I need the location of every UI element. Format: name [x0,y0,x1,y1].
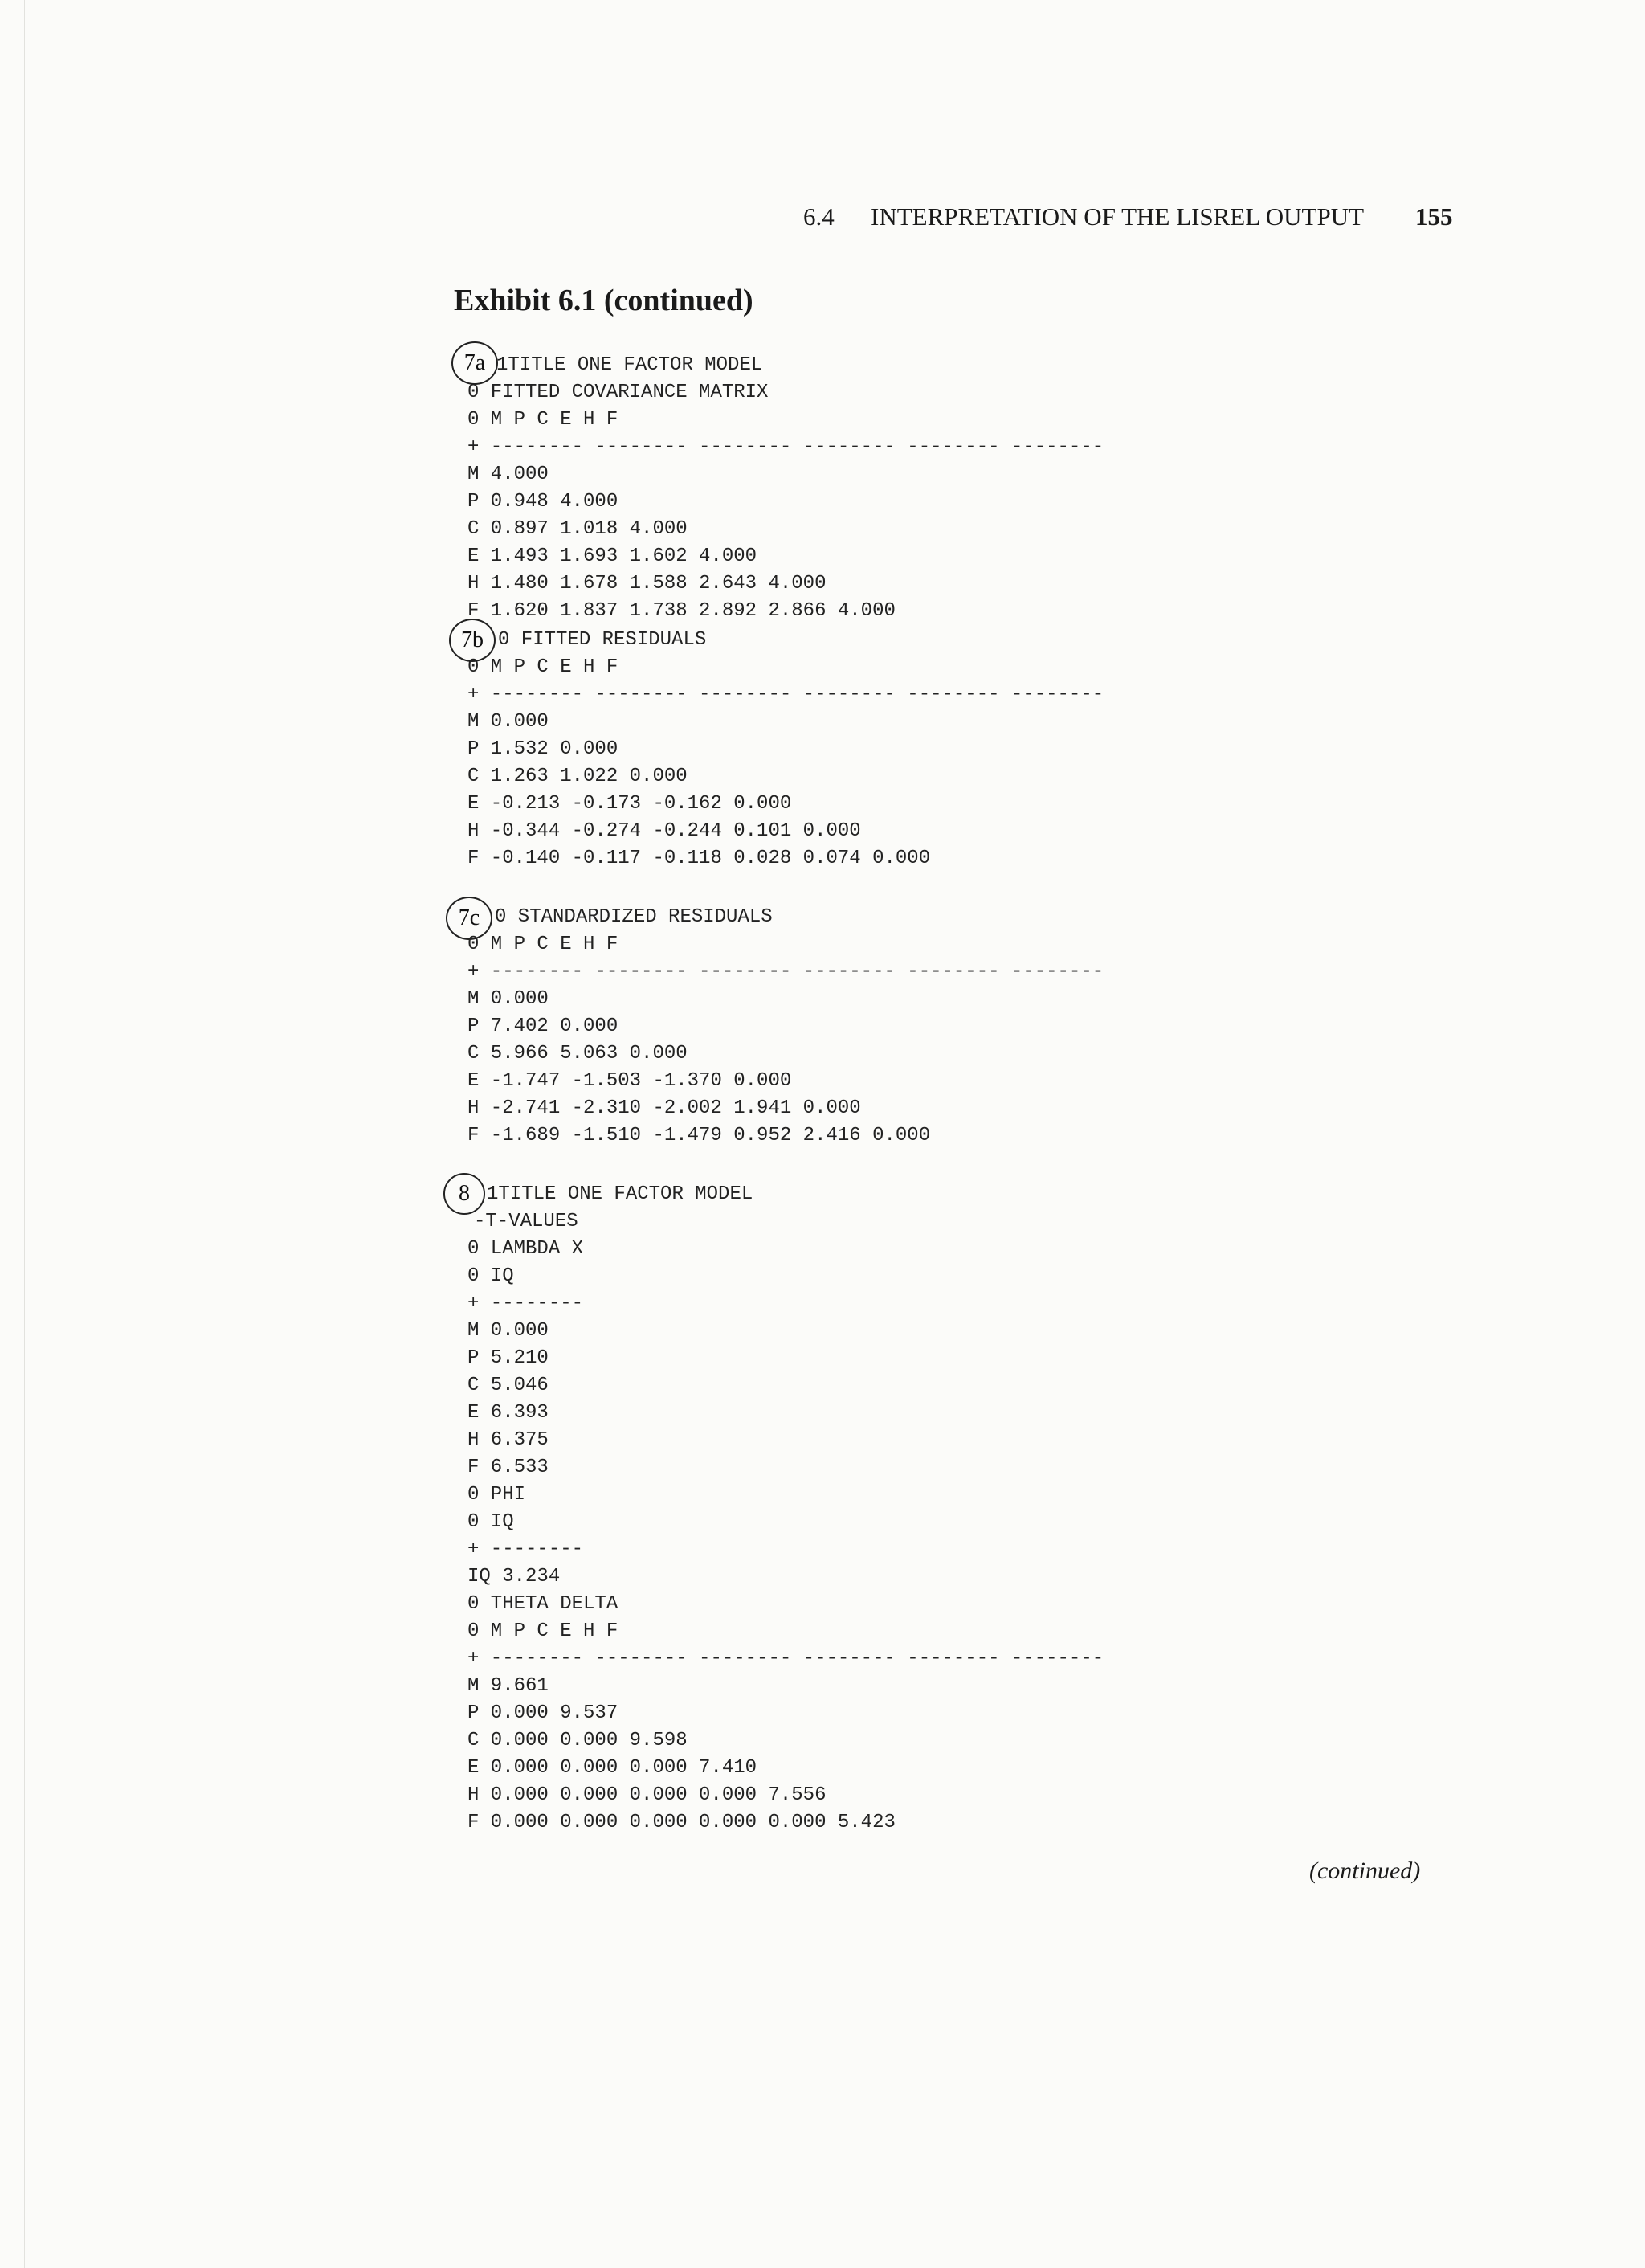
output-line: M 0.000 [467,711,549,733]
output-line: E 1.493 1.693 1.602 4.000 [467,546,757,567]
output-line: + -------- [467,1293,584,1314]
output-line: C 5.046 [467,1375,549,1396]
output-line: E -1.747 -1.503 -1.370 0.000 [467,1070,792,1092]
output-line: P 7.402 0.000 [467,1015,618,1037]
output-line: P 5.210 [467,1347,549,1369]
output-line: + -------- -------- -------- -------- -------- -------- [467,684,1104,705]
output-line: C 1.263 1.022 0.000 [467,766,688,787]
output-line: 0 M P C E H F [467,409,618,431]
output-line: C 0.897 1.018 4.000 [467,518,688,540]
output-line: -T-VALUES [474,1211,578,1232]
output-line: 0 IQ [467,1511,514,1533]
output-line: M 0.000 [467,988,549,1010]
output-line: 1TITLE ONE FACTOR MODEL [487,1183,753,1205]
output-line: M 0.000 [467,1320,549,1342]
output-line: F -1.689 -1.510 -1.479 0.952 2.416 0.000 [467,1125,931,1146]
output-line: 1TITLE ONE FACTOR MODEL [496,354,763,376]
output-line: 0 STANDARDIZED RESIDUALS [495,906,773,928]
continued-label: (continued) [1309,1857,1421,1884]
output-line: 0 FITTED COVARIANCE MATRIX [467,382,769,403]
output-line: H 0.000 0.000 0.000 0.000 7.556 [467,1784,827,1806]
output-line: E 0.000 0.000 0.000 7.410 [467,1757,757,1779]
output-line: F 6.533 [467,1457,549,1478]
exhibit-title: Exhibit 6.1 (continued) [454,284,753,317]
binding-edge [24,0,36,2268]
output-line: P 0.948 4.000 [467,491,618,513]
output-line: H -0.344 -0.274 -0.244 0.101 0.000 [467,820,861,842]
output-line: 0 PHI [467,1484,526,1506]
output-line: + -------- -------- -------- -------- -------- -------- [467,1648,1104,1669]
marker-8: 8 [443,1173,485,1215]
output-line: C 5.966 5.063 0.000 [467,1043,688,1065]
output-line: F -0.140 -0.117 -0.118 0.028 0.074 0.000 [467,848,931,869]
output-line: P 0.000 9.537 [467,1702,618,1724]
running-header [803,202,1454,235]
output-line: F 0.000 0.000 0.000 0.000 0.000 5.423 [467,1812,896,1833]
output-line: + -------- [467,1539,584,1560]
output-line: 0 M P C E H F [467,1620,618,1642]
output-line: F 1.620 1.837 1.738 2.892 2.866 4.000 [467,600,896,622]
output-line: P 1.532 0.000 [467,738,618,760]
output-line: H 1.480 1.678 1.588 2.643 4.000 [467,573,827,595]
output-line: H -2.741 -2.310 -2.002 1.941 0.000 [467,1097,861,1119]
output-line: + -------- -------- -------- -------- -------- -------- [467,961,1104,983]
section-number: 6.4 [803,202,835,231]
output-line: E 6.393 [467,1402,549,1424]
output-line: M 9.661 [467,1675,549,1697]
output-line: 0 THETA DELTA [467,1593,618,1615]
output-line: IQ 3.234 [467,1566,561,1588]
chapter-section-title: INTERPRETATION OF THE LISREL OUTPUT [871,202,1365,231]
marker-7c: 7c [446,897,492,940]
output-line: 0 FITTED RESIDUALS [498,629,707,651]
page-number: 155 [1415,202,1453,231]
output-line: 0 IQ [467,1265,514,1287]
output-line: M 4.000 [467,464,549,485]
output-line: 0 M P C E H F [467,934,618,955]
marker-7a: 7a [451,341,498,385]
output-line: 0 M P C E H F [467,656,618,678]
output-line: E -0.213 -0.173 -0.162 0.000 [467,793,792,815]
output-line: C 0.000 0.000 9.598 [467,1730,688,1751]
output-line: + -------- -------- -------- -------- -------- -------- [467,436,1104,458]
marker-7b: 7b [449,619,496,662]
output-line: 0 LAMBDA X [467,1238,584,1260]
output-line: H 6.375 [467,1429,549,1451]
